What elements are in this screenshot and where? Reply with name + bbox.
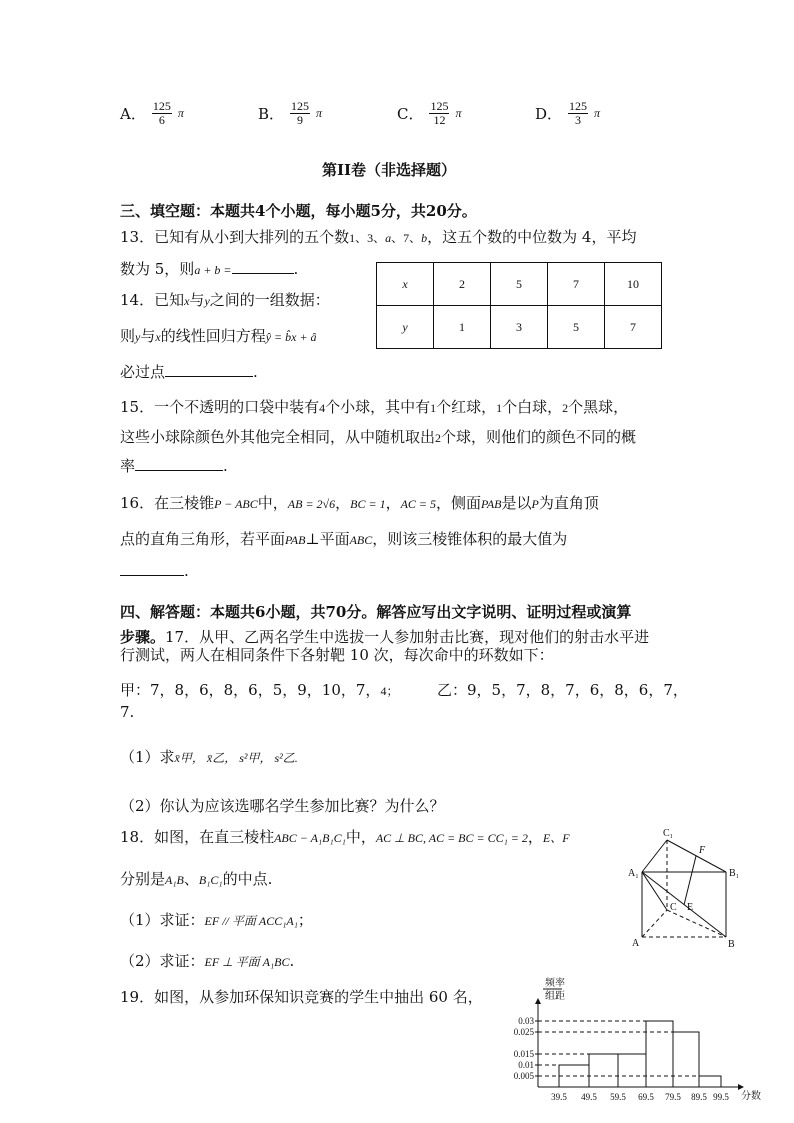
label-a: A [632, 938, 640, 949]
q15-line1: 15．一个不透明的口袋中装有4个小球，其中有1个红球，1个白球，2个黑球， [120, 398, 629, 416]
option-b [258, 100, 322, 127]
q14-line1: 14．已知x与y之间的一组数据： [120, 291, 330, 309]
part2-title: 第II卷（非选择题） [322, 161, 457, 179]
option-fraction: $\frac{125}{6}$ [152, 99, 171, 127]
table-cell: 7 [605, 306, 662, 349]
label-e: E [687, 902, 694, 913]
label-b: B [728, 939, 735, 950]
option-letter: B． [258, 105, 285, 123]
histogram-bar [699, 1076, 721, 1087]
answer-blank[interactable] [135, 456, 223, 471]
q16-line1: 16．在三棱锥P − ABC中，AB = 2√6，BC = 1，AC = 5，侧面PAB是以P为直角顶 [120, 494, 599, 512]
label-b1: B₁ [729, 868, 740, 879]
x-tick-label: 59.5 [610, 1092, 626, 1102]
label-c: C [670, 902, 677, 913]
histogram-bar [618, 1054, 646, 1087]
option-a [120, 100, 184, 127]
x-tick-label: 49.5 [581, 1092, 597, 1102]
edge-a-c [642, 910, 667, 937]
y-tick-label: 0.025 [513, 1027, 534, 1037]
table-cell: 3 [491, 306, 548, 349]
section4-heading: 四、解答题：本题共6小题，共70分。解答应写出文字说明、证明过程或演算 [120, 603, 632, 621]
option-letter: D． [535, 105, 563, 123]
table-row [377, 306, 662, 349]
diag-a1-c [642, 872, 667, 910]
q14-data-table [376, 262, 662, 349]
xlabel: 分数 [741, 1091, 761, 1102]
section3-heading: 三、填空题：本题共4个小题，每小题5分，共20分。 [120, 202, 477, 220]
y-axis-arrow [535, 998, 541, 1004]
q14-line3: 必过点 . [120, 363, 258, 381]
q18-part1: （1）求证：EF // 平面 ACC₁A₁； [120, 911, 313, 929]
q17-line1: 步骤。17．从甲、乙两名学生中选拔一人参加射击比赛，现对他们的射击水平进 [120, 628, 650, 646]
histogram-bar [646, 1021, 673, 1087]
x-tick-label: 69.5 [638, 1092, 654, 1102]
y-tick-label: 0.005 [513, 1071, 534, 1081]
q15-line3: 率 . [120, 457, 228, 475]
histogram-bar [589, 1054, 618, 1087]
answer-blank[interactable] [165, 362, 253, 377]
pi-symbol: π [316, 106, 323, 120]
ylabel-top: 频率 [545, 978, 565, 989]
q13-line2: 数为 5，则a + b = . [120, 260, 299, 278]
q17-part2: （2）你认为应该选哪名学生参加比赛？为什么？ [120, 797, 445, 815]
option-fraction: $\frac{125}{9}$ [291, 99, 310, 127]
pi-symbol: π [594, 106, 601, 120]
table-cell: 5 [491, 263, 548, 306]
table-cell: 7 [548, 263, 605, 306]
option-c [397, 100, 462, 127]
prism-figure [622, 822, 752, 952]
table-cell: 1 [434, 306, 491, 349]
q17-scores-jia: 甲：7，8，6，8，6，5，9，10，7，4； [120, 681, 399, 699]
label-a1: A₁ [628, 868, 639, 879]
q17-scores-yi: 乙：9，5，7，8，7，6，8，6，7， [437, 681, 688, 699]
q17-part1: （1）求x̄甲， x̄乙， s²甲， s²乙. [120, 748, 298, 766]
q16-line2: 点的直角三角形，若平面PAB⊥平面ABC，则该三棱锥体积的最大值为 [120, 530, 568, 548]
x-tick-label: 39.5 [551, 1092, 567, 1102]
table-cell: y [377, 306, 434, 349]
edge-c1-a1 [642, 840, 667, 872]
histogram-bar [673, 1032, 699, 1087]
q17-scores-yi-last: 7. [120, 703, 135, 721]
x-tick-label: 89.5 [691, 1092, 707, 1102]
option-letter: C． [397, 105, 424, 123]
q17-line2: 行测试，两人在相同条件下各射靶 10 次，每次命中的环数如下： [120, 646, 554, 664]
frequency-histogram [490, 974, 780, 1114]
q18-line1: 18．如图，在直三棱柱ABC − A₁B₁C₁中，AC ⊥ BC, AC = BC = CC₁ = 2，E、F [120, 828, 570, 846]
answer-blank[interactable] [232, 259, 294, 274]
q19-line1: 19．如图，从参加环保知识竞赛的学生中抽出 60 名， [120, 988, 483, 1006]
label-c1: C₁ [663, 828, 674, 839]
option-fraction: $\frac{125}{12}$ [430, 99, 449, 127]
q15-line2: 这些小球除颜色外其他完全相同，从中随机取出2个球，则他们的颜色不同的概 [120, 428, 637, 446]
q14-line2: 则y与x的线性回归方程ŷ = b̂x + â [120, 327, 317, 345]
q13-line1: 13．已知有从小到大排列的五个数1、3、a、7、b，这五个数的中位数为 4，平均 [120, 228, 637, 246]
q16-line3: . [120, 561, 189, 581]
option-letter: A． [120, 105, 146, 123]
option-d [535, 100, 600, 127]
pi-symbol: π [455, 106, 462, 120]
table-cell: 10 [605, 263, 662, 306]
y-tick-label: 0.03 [518, 1016, 534, 1026]
segment-e-f [684, 856, 696, 905]
pi-symbol: π [177, 106, 184, 120]
label-f: F [699, 845, 706, 856]
table-cell: 2 [434, 263, 491, 306]
x-tick-label: 79.5 [665, 1092, 681, 1102]
x-tick-label: 99.5 [713, 1092, 729, 1102]
table-cell: x [377, 263, 434, 306]
ylabel-bottom: 组距 [545, 991, 565, 1002]
option-fraction: $\frac{125}{3}$ [569, 99, 588, 127]
q18-line2: 分别是A₁B、B₁C₁的中点. [120, 870, 273, 888]
x-axis-arrow [738, 1084, 744, 1090]
edge-c1-b1 [667, 840, 726, 872]
answer-blank[interactable] [120, 561, 184, 576]
y-tick-label: 0.015 [513, 1049, 534, 1059]
y-tick-label: 0.01 [518, 1060, 534, 1070]
q18-part2: （2）求证：EF ⊥ 平面 A₁BC. [120, 952, 295, 970]
table-cell: 5 [548, 306, 605, 349]
table-row [377, 263, 662, 306]
